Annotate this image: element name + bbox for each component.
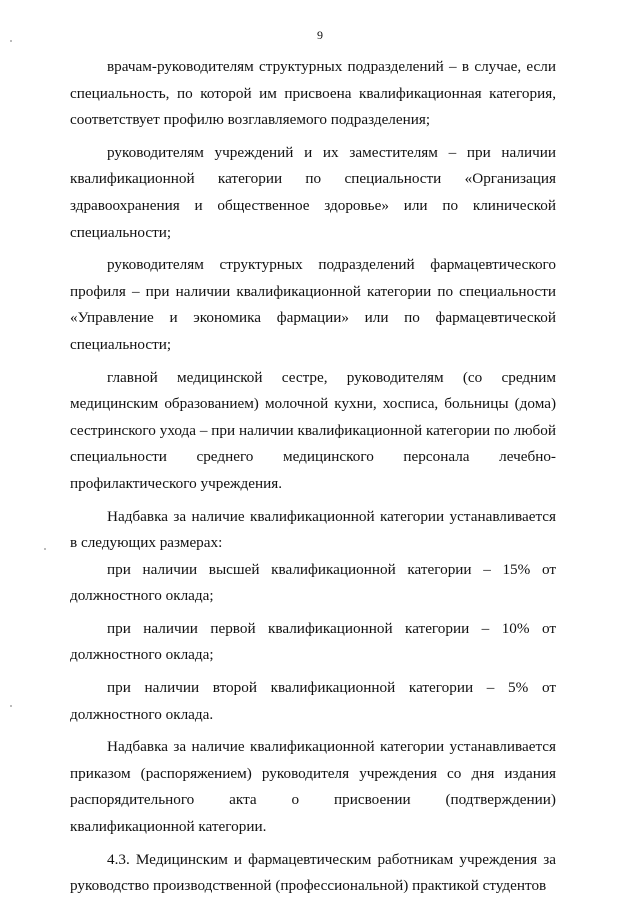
paragraph-section-4-3: 4.3. Медицинским и фармацевтическим работникам учреждения за руководство производственной (профессиональной) практикой студентов	[70, 850, 556, 895]
paragraph-highest-category: при наличии высшей квалификационной категории – 15% от должностного оклада;	[70, 560, 556, 605]
paragraph-head-nurse: главной медицинской сестре, руководителям (со средним медицинским образованием) молочной кухни, хосписа, больницы (дома) сестринского ухода – при наличии квалификационной категории по любой специальности среднего медицинского персонала лечебно-профилактического учреждения.	[70, 368, 556, 492]
scan-speck	[10, 705, 12, 707]
paragraph-department-heads: врачам-руководителям структурных подразделений – в случае, если специальность, по которой им присвоена квалификационная категория, соответствует профилю возглавляемого подразделения;	[70, 58, 556, 129]
paragraph-pharmacy-heads: руководителям структурных подразделений фармацевтического профиля – при наличии квалификационной категории по специальности «Управление и экономика фармации» или по фармацевтической специальности;	[70, 256, 556, 353]
paragraph-first-category: при наличии первой квалификационной категории – 10% от должностного оклада;	[70, 619, 556, 664]
scan-speck	[44, 548, 46, 550]
document-body	[70, 54, 556, 906]
scan-speck	[10, 40, 12, 42]
paragraph-bonus-sizes-intro: Надбавка за наличие квалификационной категории устанавливается в следующих размерах:	[70, 507, 556, 552]
paragraph-bonus-order: Надбавка за наличие квалификационной категории устанавливается приказом (распоряжением) руководителя учреждения со дня издания распорядительного акта о присвоении (подтверждении) квалификационной категории.	[70, 738, 556, 836]
page-number: 9	[317, 28, 323, 42]
paragraph-institution-heads: руководителям учреждений и их заместителям – при наличии квалификационной категории по специальности «Организация здравоохранения и общественное здоровье» или по клинической специальности;	[70, 143, 556, 241]
paragraph-second-category: при наличии второй квалификационной категории – 5% от должностного оклада.	[70, 679, 556, 723]
